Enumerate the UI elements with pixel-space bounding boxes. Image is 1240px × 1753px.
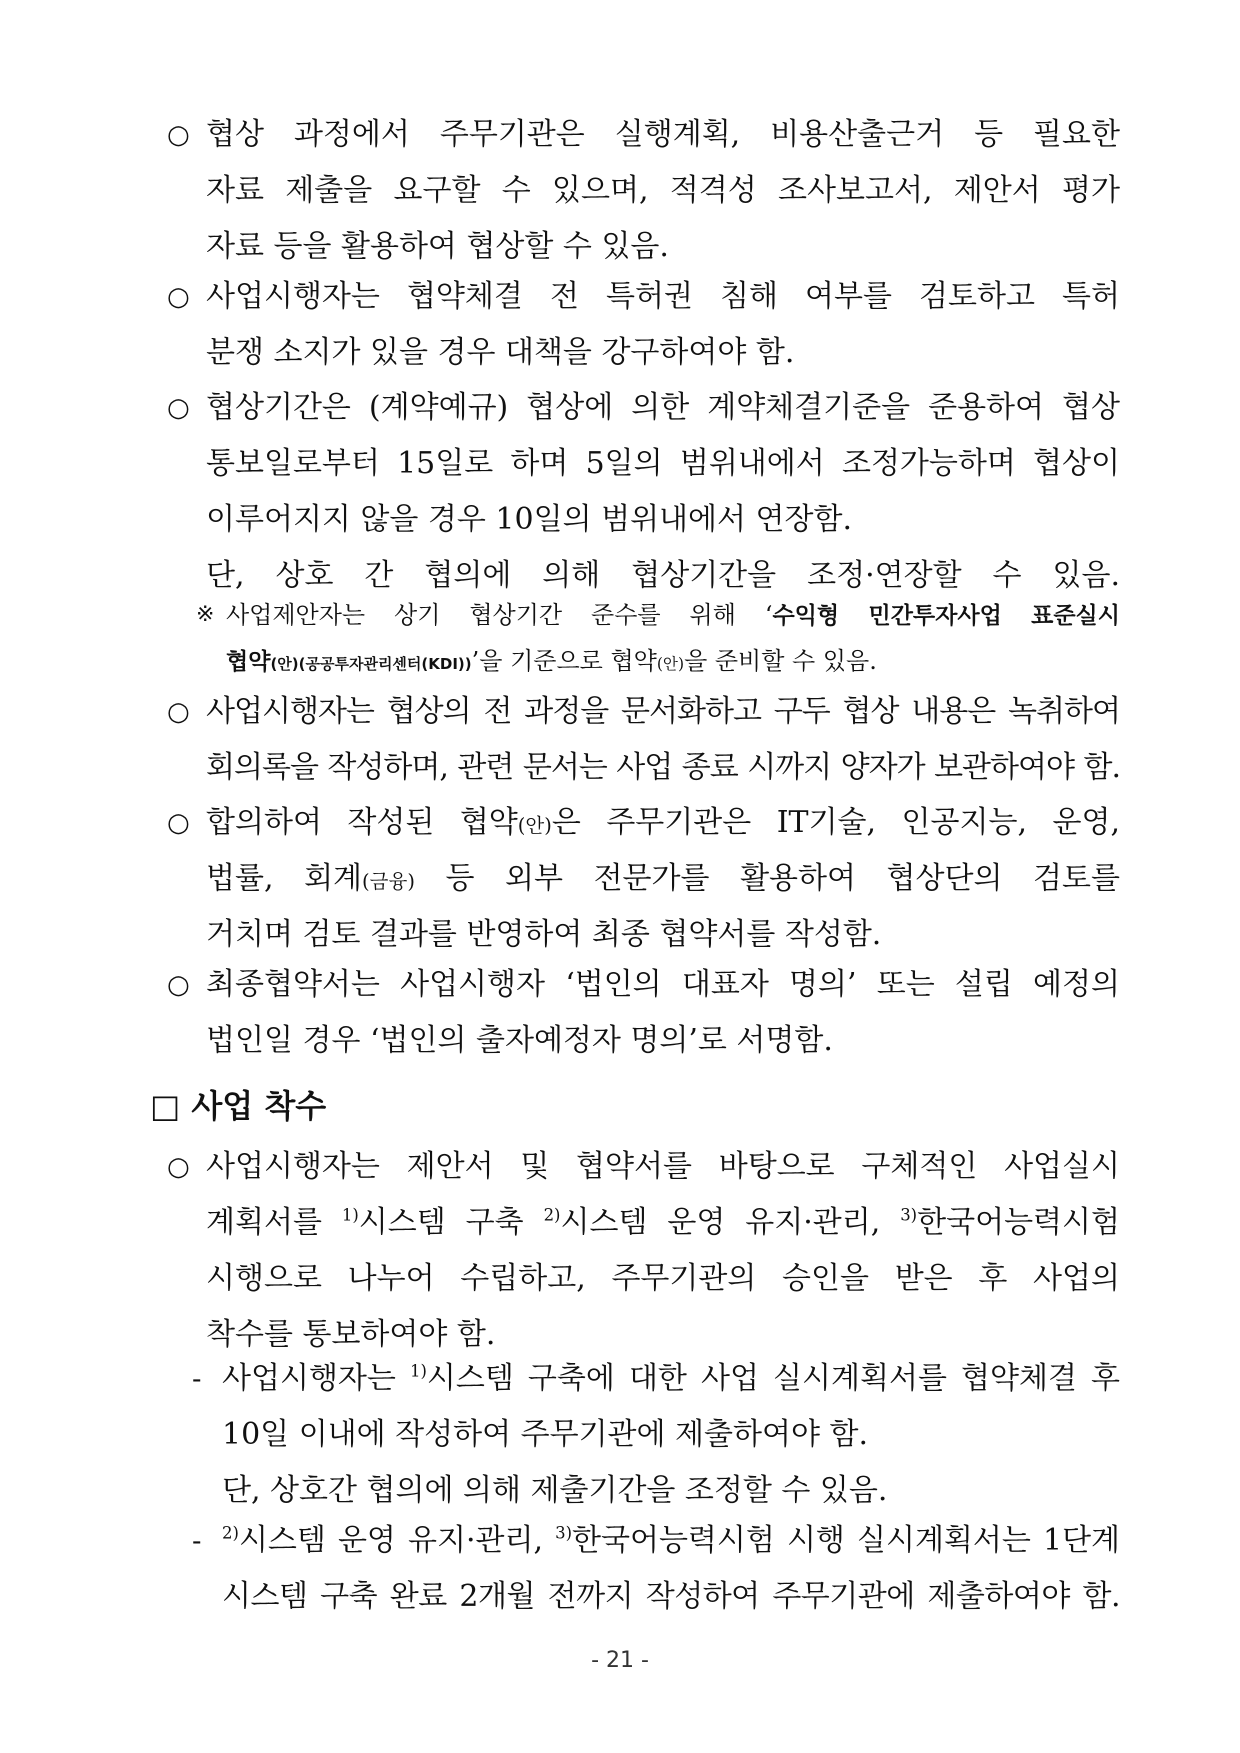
text-line: 계획서를 $^{1)}$시스템 구축 $^{2)}$시스템 운영 유지·관리, $^{3)}$한국어능력시험 [206,1205,1120,1240]
paragraph-patent-review [167,269,1120,381]
text-line: 사업시행자는 제안서 및 협약서를 바탕으로 구체적인 사업실시 [206,1149,1120,1184]
text-line: 착수를 통보하여야 함. [206,1317,496,1352]
subitem-system-build-plan [192,1351,1120,1519]
text-line: 합의하여 작성된 협약(안)은 주무기관은 IT기술, 인공지능, 운영, [206,805,1120,840]
text-line: 법률, 회계(금융) 등 외부 전문가를 활용하여 협상단의 검토를 [206,861,1120,896]
reference-mark-icon: ※ [196,602,215,627]
subitem-operation-plan [192,1513,1120,1625]
text-line: 자료 제출을 요구할 수 있으며, 적격성 조사보고서, 제안서 평가 [206,173,1120,208]
circle-bullet-icon: ○ [167,1152,190,1182]
paragraph-implementation-plan [167,1139,1120,1363]
text-line: 단, 상호간 협의에 의해 제출기간을 조정할 수 있음. [222,1473,888,1508]
paragraph-negotiation-process [167,107,1120,275]
text-line: 거치며 검토 결과를 반영하여 최종 협약서를 작성함. [206,917,882,952]
reference-note [196,592,1120,684]
text-line: 최종협약서는 사업시행자 ‘법인의 대표자 명의’ 또는 설립 예정의 [206,967,1120,1002]
circle-bullet-icon: ○ [167,970,190,1000]
note-line: 협약(안)(공공투자관리센터(KDI))’을 기준으로 협약(안)을 준비할 수 있음. [226,647,877,675]
circle-bullet-icon: ○ [167,120,190,150]
text-line: 10일 이내에 작성하여 주무기관에 제출하여야 함. [222,1417,869,1452]
text-line: 사업시행자는 협상의 전 과정을 문서화하고 구두 협상 내용은 녹취하여 [206,694,1120,729]
text-line: 사업시행자는 협약체결 전 특허권 침해 여부를 검토하고 특허 [206,279,1120,314]
paragraph-final-agreement [167,957,1120,1069]
text-line: 단, 상호 간 협의에 의해 협상기간을 조정·연장할 수 있음. [206,558,1120,593]
text-line: 자료 등을 활용하여 협상할 수 있음. [206,229,669,264]
kdi-label: (공공투자관리센터(KDI)) [298,655,472,673]
text-line: 회의록을 작성하며, 관련 문서는 사업 종료 시까지 양자가 보관하여야 함. [206,750,1120,785]
text-line: 시스템 구축 완료 2개월 전까지 작성하여 주무기관에 제출하여야 함. [222,1579,1120,1614]
dash-bullet-icon: - [192,1362,202,1395]
circle-bullet-icon: ○ [167,697,190,727]
paragraph-negotiation-period [167,380,1120,604]
text-line: 사업시행자는 $^{1)}$시스템 구축에 대한 사업 실시계획서를 협약체결 후 [222,1361,1120,1396]
text-line: 시행으로 나누어 수립하고, 주무기관의 승인을 받은 후 사업의 [206,1261,1120,1296]
circle-bullet-icon: ○ [167,808,190,838]
text-line: 통보일로부터 15일로 하며 5일의 범위내에서 조정가능하며 협상이 [206,446,1120,481]
text-line: 이루어지지 않을 경우 10일의 범위내에서 연장함. [206,502,853,537]
circle-bullet-icon: ○ [167,393,190,423]
paragraph-agreement-review [167,795,1120,963]
text-line: 법인일 경우 ‘법인의 출자예정자 명의’로 서명함. [206,1023,833,1058]
circle-bullet-icon: ○ [167,282,190,312]
paragraph-documentation [167,684,1120,796]
standard-agreement-title: 수익형 민간투자사업 표준실시 [772,603,1120,629]
text-line: 협상 과정에서 주무기관은 실행계획, 비용산출근거 등 필요한 [206,117,1120,152]
dash-bullet-icon: - [192,1524,202,1557]
text-line: 협상기간은 (계약예규) 협상에 의한 계약체결기준을 준용하여 협상 [206,390,1120,425]
text-line: $^{2)}$시스템 운영 유지·관리, $^{3)}$한국어능력시험 시행 실시계획서는 1단계 [222,1523,1120,1558]
note-line: 사업제안자는 상기 협상기간 준수를 위해 ‘수익형 민간투자사업 표준실시 [226,601,1120,629]
text-line: 분쟁 소지가 있을 경우 대책을 강구하여야 함. [206,335,795,370]
page-number: - 21 - [591,1648,649,1673]
section-heading-project-start: □ 사업 착수 [150,1087,327,1125]
